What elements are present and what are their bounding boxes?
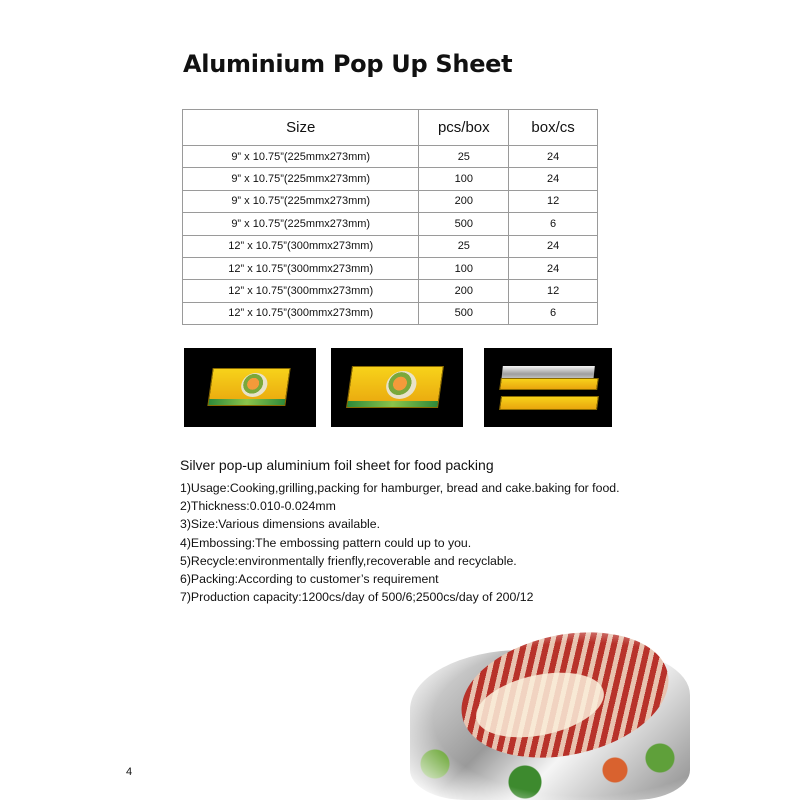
feature-production-capacity: 7)Production capacity:1200cs/day of 500/6;2500cs/day of 200/12 <box>180 590 534 605</box>
foil-box-image <box>346 366 444 408</box>
feature-usage: 1)Usage:Cooking,grilling,packing for hamburger, bread and cake.baking for food. <box>180 481 620 495</box>
page-title: Aluminium Pop Up Sheet <box>183 50 513 78</box>
cell-box-cs: 12 <box>509 280 598 302</box>
cell-box-cs: 24 <box>509 146 598 168</box>
table-row <box>183 168 598 190</box>
spec-table <box>182 109 598 325</box>
cell-pcs-box: 25 <box>419 235 509 257</box>
cell-size: 9” x 10.75”(225mmx273mm) <box>183 190 419 212</box>
cell-box-cs: 24 <box>509 235 598 257</box>
feature-list <box>180 479 620 606</box>
table-row <box>183 302 598 324</box>
cell-size: 9” x 10.75”(225mmx273mm) <box>183 146 419 168</box>
feature-thickness: 2)Thickness:0.010-0.024mm <box>180 499 336 514</box>
cell-box-cs: 6 <box>509 213 598 235</box>
table-row <box>183 280 598 302</box>
feature-embossing: 4)Embossing:The embossing pattern could up to you. <box>180 535 472 550</box>
table-row <box>183 213 598 235</box>
product-photos <box>0 348 800 428</box>
page-number: 4 <box>126 766 133 778</box>
cell-pcs-box: 25 <box>419 146 509 168</box>
cell-size: 9” x 10.75”(225mmx273mm) <box>183 168 419 190</box>
cell-box-cs: 6 <box>509 302 598 324</box>
cell-pcs-box: 200 <box>419 280 509 302</box>
feature-size: 3)Size:Various dimensions available. <box>180 517 381 532</box>
product-photo-box-open <box>484 348 612 427</box>
cell-box-cs: 24 <box>509 168 598 190</box>
cell-pcs-box: 500 <box>419 302 509 324</box>
cell-pcs-box: 200 <box>419 190 509 212</box>
table-row <box>183 146 598 168</box>
cell-box-cs: 12 <box>509 190 598 212</box>
description-heading: Silver pop-up aluminium foil sheet for food packing <box>180 457 494 473</box>
foil-box-lid-image <box>499 378 599 390</box>
feature-recycle: 5)Recycle:environmentally frienfly,recoverable and recyclable. <box>180 553 517 568</box>
foil-box-image <box>207 368 290 406</box>
cell-pcs-box: 100 <box>419 257 509 279</box>
header-pcs-box: pcs/box <box>419 110 509 146</box>
foil-box-base-image <box>499 396 599 410</box>
cell-size: 12” x 10.75”(300mmx273mm) <box>183 302 419 324</box>
header-box-cs: box/cs <box>509 110 598 146</box>
table-row <box>183 190 598 212</box>
table-row <box>183 257 598 279</box>
cell-size: 12” x 10.75”(300mmx273mm) <box>183 257 419 279</box>
cell-pcs-box: 500 <box>419 213 509 235</box>
cell-size: 12” x 10.75”(300mmx273mm) <box>183 235 419 257</box>
product-photo-box-front <box>184 348 316 427</box>
feature-packing: 6)Packing:According to customer’s requirement <box>180 572 439 587</box>
table-header-row <box>183 110 598 146</box>
food-photo <box>390 620 690 800</box>
cell-box-cs: 24 <box>509 257 598 279</box>
product-photo-box-angle <box>331 348 463 427</box>
cell-size: 9” x 10.75”(225mmx273mm) <box>183 213 419 235</box>
table-row <box>183 235 598 257</box>
cell-pcs-box: 100 <box>419 168 509 190</box>
header-size: Size <box>183 110 419 146</box>
cell-size: 12” x 10.75”(300mmx273mm) <box>183 280 419 302</box>
